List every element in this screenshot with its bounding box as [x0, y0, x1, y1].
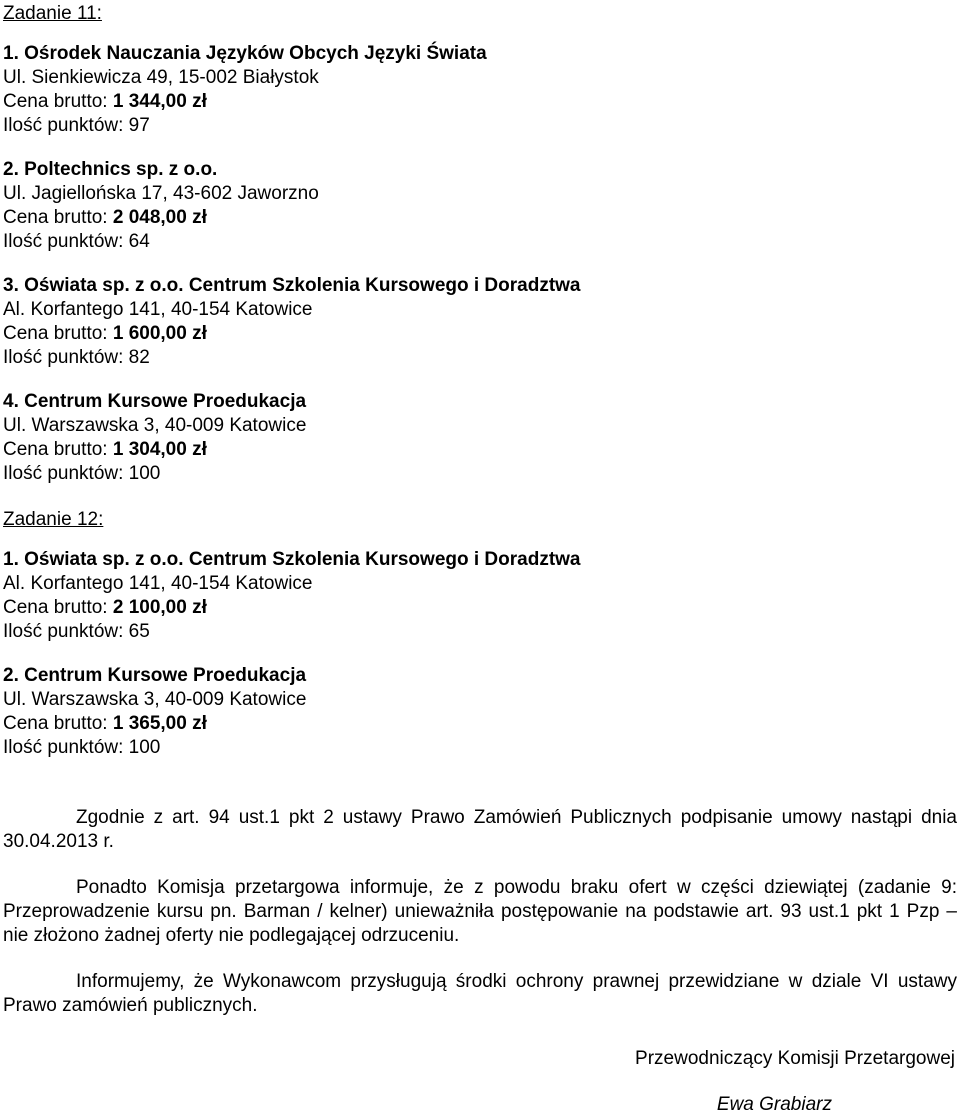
price-value: 2 100,00 zł	[112, 597, 207, 618]
offer-name-line	[3, 390, 957, 414]
offer-points-line	[3, 230, 957, 254]
offer-price-line	[3, 206, 957, 230]
points-value: 65	[128, 621, 150, 642]
price-value: 2 048,00 zł	[112, 207, 207, 228]
points-value: 97	[128, 115, 150, 136]
points-label: Ilość punktów:	[3, 463, 129, 484]
offer-name: Poltechnics sp. z o.o.	[24, 159, 218, 180]
price-label: Cena brutto:	[3, 713, 113, 734]
offer-points-line	[3, 114, 957, 138]
offer-entry	[3, 158, 957, 254]
points-label: Ilość punktów:	[3, 737, 129, 758]
paragraph-legal-remedies-text: Informujemy, że Wykonawcom przysługują środki ochrony prawnej przewidziane w dziale VI ustawy Prawo zamówień publicznych.	[3, 971, 957, 1016]
offer-name-line	[3, 548, 957, 572]
offer-number: 1.	[3, 43, 25, 64]
paragraph-contract-date-text: Zgodnie z art. 94 ust.1 pkt 2 ustawy Prawo Zamówień Publicznych podpisanie umowy nastąpi dnia 30.04.2013 r.	[3, 807, 957, 852]
price-label: Cena brutto:	[3, 207, 113, 228]
offer-name: Oświata sp. z o.o. Centrum Szkolenia Kursowego i Doradztwa	[24, 549, 581, 570]
signature-title: Przewodniczący Komisji Przetargowej	[635, 1048, 955, 1069]
offer-name: Centrum Kursowe Proedukacja	[24, 665, 307, 686]
paragraph-contract-date	[3, 806, 957, 854]
paragraph-legal-remedies	[3, 970, 957, 1018]
offer-address: Ul. Sienkiewicza 49, 15-002 Białystok	[3, 67, 319, 88]
offer-address: Al. Korfantego 141, 40-154 Katowice	[3, 299, 313, 320]
price-value: 1 600,00 zł	[112, 323, 207, 344]
points-value: 100	[128, 463, 161, 484]
offer-address: Ul. Warszawska 3, 40-009 Katowice	[3, 415, 307, 436]
offer-name-line	[3, 158, 957, 182]
offer-points-line	[3, 736, 957, 760]
points-value: 64	[128, 231, 150, 252]
offer-name-line	[3, 42, 957, 66]
price-label: Cena brutto:	[3, 323, 113, 344]
offer-name: Ośrodek Nauczania Języków Obcych Języki Świata	[24, 43, 487, 64]
offer-price-line	[3, 90, 957, 114]
offer-entry	[3, 664, 957, 760]
offer-price-line	[3, 596, 957, 620]
offer-entry	[3, 42, 957, 138]
offer-address: Ul. Warszawska 3, 40-009 Katowice	[3, 689, 307, 710]
price-value: 1 344,00 zł	[112, 91, 207, 112]
offer-entry	[3, 548, 957, 644]
offer-name: Centrum Kursowe Proedukacja	[24, 391, 307, 412]
points-value: 82	[128, 347, 150, 368]
document-page	[3, 0, 957, 1018]
offer-price-line	[3, 712, 957, 736]
offer-price-line	[3, 438, 957, 462]
price-label: Cena brutto:	[3, 439, 113, 460]
offer-number: 2.	[3, 665, 25, 686]
price-value: 1 365,00 zł	[112, 713, 207, 734]
points-label: Ilość punktów:	[3, 621, 129, 642]
points-label: Ilość punktów:	[3, 115, 129, 136]
offer-price-line	[3, 322, 957, 346]
offer-number: 1.	[3, 549, 25, 570]
offer-number: 3.	[3, 275, 25, 296]
price-label: Cena brutto:	[3, 597, 113, 618]
points-label: Ilość punktów:	[3, 347, 129, 368]
offer-number: 4.	[3, 391, 25, 412]
price-label: Cena brutto:	[3, 91, 113, 112]
offer-entry	[3, 390, 957, 486]
offer-address: Ul. Jagiellońska 17, 43-602 Jaworzno	[3, 183, 319, 204]
points-label: Ilość punktów:	[3, 231, 129, 252]
offer-address: Al. Korfantego 141, 40-154 Katowice	[3, 573, 313, 594]
offer-name-line	[3, 664, 957, 688]
paragraph-cancellation-text: Ponadto Komisja przetargowa informuje, że z powodu braku ofert w części dziewiątej (zadanie 9: Przeprowadzenie kursu pn. Barman / kelner) unieważniła postępowanie na podstawie art. 93 ust.1 pkt 1 Pzp – nie złożono żadnej oferty nie podlegającej odrzuceniu.	[3, 877, 957, 946]
price-value: 1 304,00 zł	[112, 439, 207, 460]
offer-points-line	[3, 462, 957, 486]
paragraph-cancellation	[3, 876, 957, 948]
heading-zadanie-11: Zadanie 11:	[3, 3, 102, 24]
signature-name: Ewa Grabiarz	[716, 1094, 832, 1115]
offer-name: Oświata sp. z o.o. Centrum Szkolenia Kursowego i Doradztwa	[24, 275, 581, 296]
offer-points-line	[3, 346, 957, 370]
offer-number: 2.	[3, 159, 25, 180]
offer-points-line	[3, 620, 957, 644]
heading-zadanie-12: Zadanie 12:	[3, 509, 104, 530]
offer-name-line	[3, 274, 957, 298]
offer-entry	[3, 274, 957, 370]
points-value: 100	[128, 737, 161, 758]
